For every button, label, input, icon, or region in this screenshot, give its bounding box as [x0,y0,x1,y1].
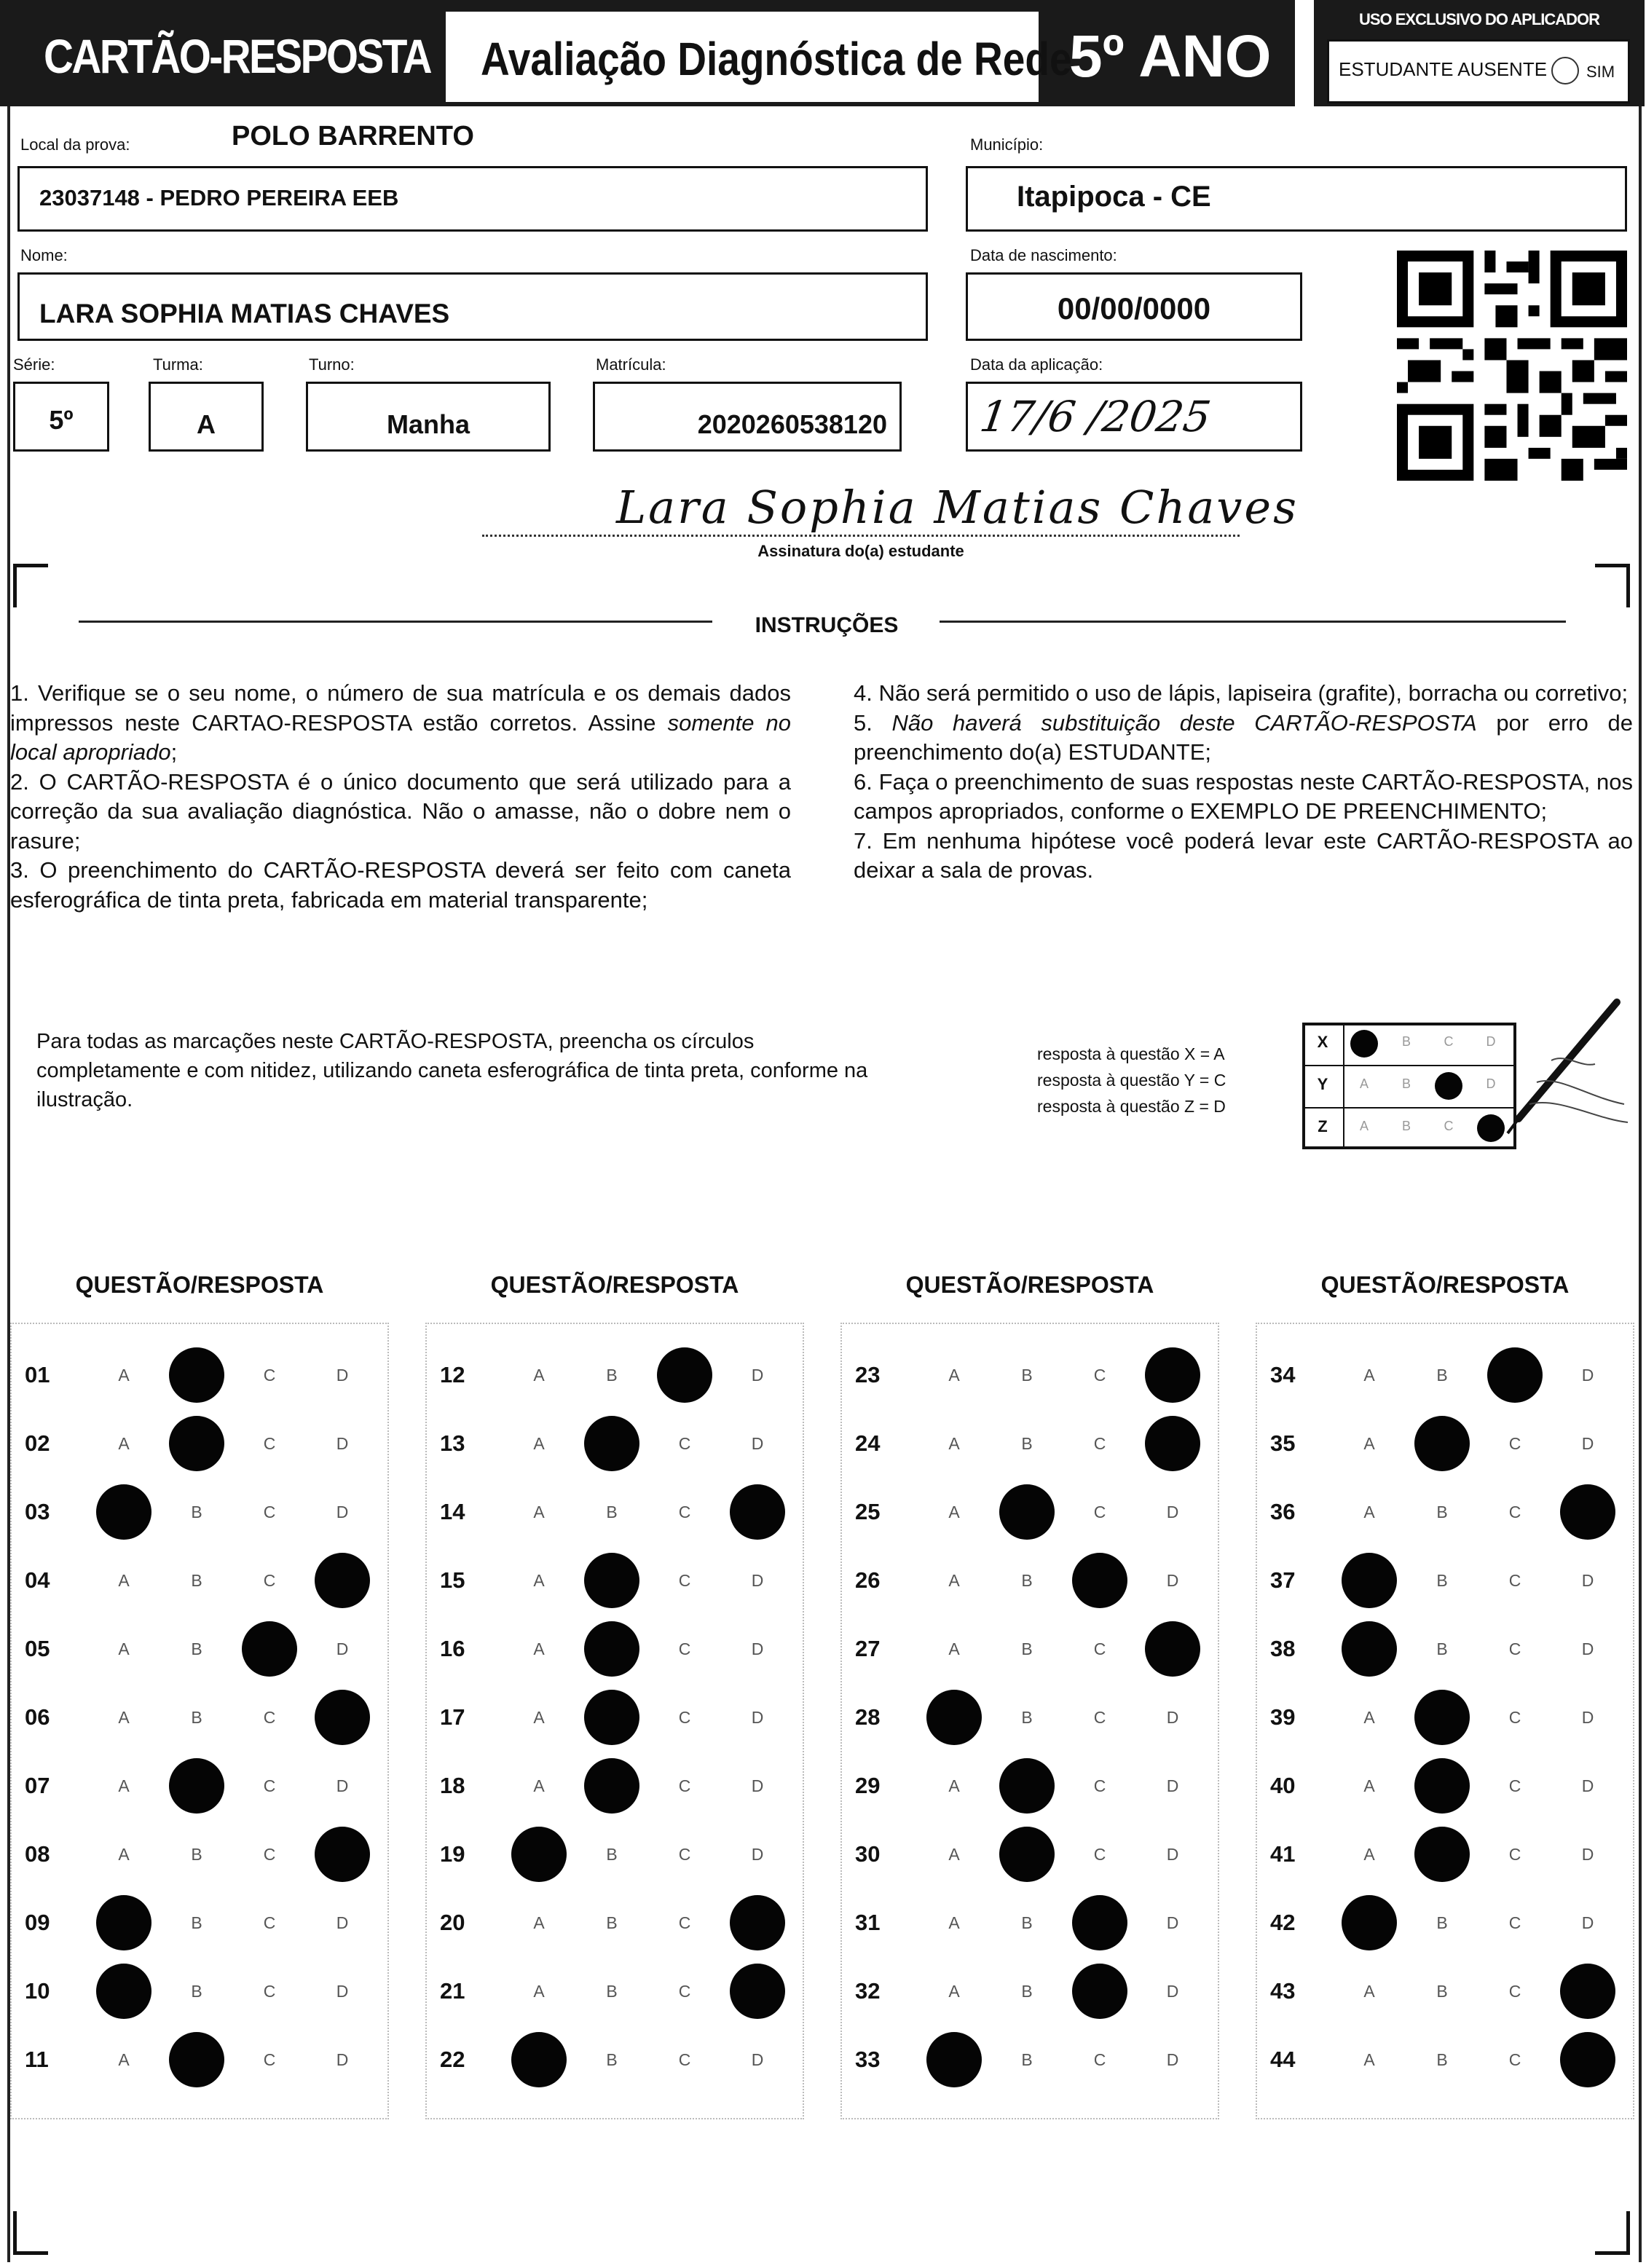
answer-bubble-filled[interactable] [1145,1347,1200,1403]
question-number: 22 [440,2047,465,2072]
answer-bubble-d[interactable]: D [1166,1845,1179,1864]
answer-bubble-b[interactable]: B [191,1708,202,1727]
answer-bubble-b[interactable]: B [191,1913,202,1932]
answer-bubble-c[interactable]: C [263,1366,276,1385]
answer-bubble-filled[interactable] [511,2032,567,2087]
answer-bubble-c[interactable]: C [678,1708,691,1727]
answer-bubble-d[interactable]: D [336,2050,349,2069]
answer-bubble-filled[interactable] [730,1484,785,1540]
answer-bubble-c[interactable]: C [678,2050,691,2069]
answer-bubble-a[interactable]: A [533,1708,545,1727]
answer-bubble-c[interactable]: C [678,1913,691,1932]
answer-bubble-a[interactable]: A [1363,1708,1375,1727]
answer-bubble-c[interactable]: C [263,1708,276,1727]
answer-bubble-filled[interactable] [1342,1553,1397,1608]
answer-bubble-a[interactable]: A [948,1366,960,1385]
answer-bubble-filled[interactable] [584,1758,639,1814]
nome-value: LARA SOPHIA MATIAS CHAVES [39,299,450,328]
qr-code [1397,251,1627,481]
answer-bubble-c[interactable]: C [1093,1434,1106,1453]
answer-bubble-c[interactable]: C [263,1845,276,1864]
question-number: 16 [440,1636,465,1661]
instruction-1 [10,679,791,768]
example-option-d: D [1486,1034,1496,1049]
local-value: POLO BARRENTO [232,121,474,151]
answer-bubble-d[interactable]: D [1166,1708,1179,1727]
answer-bubble-d[interactable]: D [751,1639,764,1658]
example-row-label: X [1317,1033,1328,1051]
example-option-b: B [1401,1034,1411,1049]
applicator-label: USO EXCLUSIVO DO APLICADOR [1358,10,1600,28]
answer-bubble-filled[interactable] [730,1895,785,1950]
answer-bubble-b[interactable]: B [1436,1366,1448,1385]
signature-label: Assinatura do(a) estudante [757,542,964,560]
answer-bubble-filled[interactable] [1560,2032,1615,2087]
answer-bubble-c[interactable]: C [1093,1503,1106,1521]
answer-bubble-filled[interactable] [96,1964,151,2019]
answer-bubble-b[interactable]: B [606,1366,618,1385]
answer-bubble-filled[interactable] [1342,1621,1397,1677]
nascimento-label: Data de nascimento: [970,246,1117,264]
corner-mark-bottom-right [1595,2211,1630,2255]
answer-bubble-b[interactable]: B [1021,1708,1033,1727]
corner-mark-bottom-left [13,2211,48,2255]
answer-bubble-d[interactable]: D [1581,1571,1594,1590]
answer-bubble-d[interactable]: D [1166,1913,1179,1932]
question-number: 26 [855,1567,881,1593]
answer-bubble-b[interactable]: B [1021,1913,1033,1932]
instruction-5-text: por erro de preenchimento do(a) ESTUDANTE; [854,709,1633,765]
question-number: 02 [25,1430,50,1456]
answer-bubble-b[interactable]: B [606,1503,618,1521]
answer-bubble-d[interactable]: D [1166,1982,1179,2001]
example-filled-bubble [1350,1030,1378,1058]
answer-bubble-b[interactable]: B [1021,2050,1033,2069]
question-number: 31 [855,1910,881,1935]
example-option-b: B [1401,1119,1411,1133]
answer-bubble-a[interactable]: A [948,1503,960,1521]
instruction-5-num: 5. [854,709,892,736]
question-number: 30 [855,1841,881,1867]
absent-bubble[interactable] [1551,57,1579,84]
example-col-divider [1343,1023,1344,1149]
instruction-4: 4. Não será permitido o uso de lápis, lapiseira (grafite), borracha ou corretivo; [854,680,1629,706]
question-number: 32 [855,1978,881,2004]
answer-bubble-c[interactable]: C [678,1571,691,1590]
answer-bubble-c[interactable]: C [263,2050,276,2069]
question-number: 03 [25,1499,50,1524]
instruction-3: 3. O preenchimento do CARTÃO-RESPOSTA deverá ser feito com caneta esferográfica de tinta preta, fabricada em material transparente; [10,857,791,913]
answer-bubble-d[interactable]: D [336,1366,349,1385]
answer-bubble-d[interactable]: D [751,1434,764,1453]
question-number: 36 [1270,1499,1296,1524]
question-number: 17 [440,1704,465,1730]
nome-label: Nome: [20,246,68,264]
answer-bubble-d[interactable]: D [1166,2050,1179,2069]
example-row-divider [1302,1065,1516,1066]
answer-bubble-filled[interactable] [584,1690,639,1745]
answer-bubble-c[interactable]: C [263,1982,276,2001]
municipio-value: Itapipoca - CE [1017,181,1211,213]
answer-bubble-b[interactable]: B [1436,1503,1448,1521]
answer-bubble-a[interactable]: A [948,1776,960,1795]
answer-bubble-c[interactable]: C [678,1434,691,1453]
answer-bubble-filled[interactable] [584,1621,639,1677]
answer-bubble-a[interactable]: A [533,1503,545,1521]
answer-bubble-d[interactable]: D [336,1639,349,1658]
answer-bubble-filled[interactable] [96,1895,151,1950]
answer-bubble-c[interactable]: C [263,1571,276,1590]
answer-bubble-c[interactable]: C [1508,1571,1521,1590]
question-number: 39 [1270,1704,1296,1730]
answer-bubble-b[interactable]: B [1021,1982,1033,2001]
question-number: 35 [1270,1430,1296,1456]
column-header: QUESTÃO/RESPOSTA [75,1272,324,1298]
answer-bubble-b[interactable]: B [1021,1571,1033,1590]
example-option-b: B [1401,1076,1411,1091]
question-number: 12 [440,1362,465,1387]
column-header: QUESTÃO/RESPOSTA [905,1272,1154,1298]
example-answer-z: resposta à questão Z = D [1037,1097,1226,1116]
example-option-a: A [1359,1076,1369,1091]
answer-bubble-c[interactable]: C [678,1776,691,1795]
answer-bubble-filled[interactable] [1560,1484,1615,1540]
answer-bubble-d[interactable]: D [1166,1571,1179,1590]
answer-bubble-filled[interactable] [1072,1553,1127,1608]
question-number: 06 [25,1704,50,1730]
instruction-1-emphasis: somente no local apropriado [10,709,792,765]
question-number: 37 [1270,1567,1296,1593]
answer-bubble-a[interactable]: A [1363,1845,1375,1864]
answer-bubble-filled[interactable] [1487,1347,1543,1403]
answer-bubble-c[interactable]: C [678,1982,691,2001]
instructions-left [10,679,791,915]
answer-bubble-filled[interactable] [169,1416,224,1471]
answer-bubble-c[interactable]: C [1093,1845,1106,1864]
instructions-rule-left [79,621,712,623]
answer-bubble-a[interactable]: A [118,1776,130,1795]
frame-right [1639,106,1642,2262]
example-option-a: A [1359,1119,1369,1133]
answer-bubble-filled[interactable] [169,1758,224,1814]
question-number: 14 [440,1499,465,1524]
answer-bubble-filled[interactable] [1414,1416,1470,1471]
question-number: 29 [855,1773,881,1798]
answer-bubble-b[interactable]: B [191,1845,202,1864]
answer-bubble-d[interactable]: D [1581,1776,1594,1795]
answer-bubble-filled[interactable] [1560,1964,1615,2019]
answer-bubble-d[interactable]: D [751,1776,764,1795]
pen-icon [1486,995,1631,1155]
question-number: 04 [25,1567,50,1593]
answer-bubble-c[interactable]: C [1508,2050,1521,2069]
instructions-title: INSTRUÇÕES [755,613,899,637]
question-number: 01 [25,1362,50,1387]
answer-bubble-d[interactable]: D [1581,1845,1594,1864]
serie-label: Série: [13,355,55,374]
aplicacao-value: 17/6 /2025 [977,392,1214,441]
answer-bubble-filled[interactable] [657,1347,712,1403]
question-number: 34 [1270,1362,1296,1387]
question-number: 10 [25,1978,50,2004]
answer-bubble-d[interactable]: D [336,1776,349,1795]
question-number: 33 [855,2047,881,2072]
answer-bubble-filled[interactable] [1072,1895,1127,1950]
answer-bubble-c[interactable]: C [1093,2050,1106,2069]
answer-bubble-d[interactable]: D [1581,1913,1594,1932]
answer-bubble-c[interactable]: C [1508,1776,1521,1795]
answer-bubble-c[interactable]: C [1508,1708,1521,1727]
question-number: 08 [25,1841,50,1867]
example-answer-x: resposta à questão X = A [1037,1044,1225,1063]
question-number: 44 [1270,2047,1296,2072]
turma-value: A [197,409,216,439]
answer-bubble-filled[interactable] [242,1621,297,1677]
question-number: 20 [440,1910,465,1935]
answer-bubble-a[interactable]: A [1363,1503,1375,1521]
instructions-right [854,679,1633,886]
answer-bubble-c[interactable]: C [263,1503,276,1521]
answer-bubble-a[interactable]: A [118,1708,130,1727]
column-header: QUESTÃO/RESPOSTA [1320,1272,1570,1298]
answer-bubble-d[interactable]: D [1581,1639,1594,1658]
example-row-label: Y [1317,1075,1328,1093]
question-number: 11 [25,2047,49,2072]
instruction-2: 2. O CARTÃO-RESPOSTA é o único documento que será utilizado para a correção da sua avaliação diagnóstica. Não o amasse, não o dobre nem o rasure; [10,768,791,854]
instruction-7: 7. Em nenhuma hipótese você poderá levar este CARTÃO-RESPOSTA ao deixar a sala de provas. [854,827,1633,883]
answer-bubble-c[interactable]: C [1093,1776,1106,1795]
answer-bubble-filled[interactable] [315,1553,370,1608]
aplicacao-label: Data da aplicação: [970,355,1103,374]
answer-bubble-filled[interactable] [1414,1758,1470,1814]
question-number: 24 [855,1430,881,1456]
school-value: 23037148 - PEDRO PEREIRA EEB [39,185,399,210]
answer-bubble-a[interactable]: A [533,1434,545,1453]
answer-bubble-filled[interactable] [584,1553,639,1608]
question-number: 13 [440,1430,465,1456]
answer-bubble-b[interactable]: B [606,1913,618,1932]
question-number: 43 [1270,1978,1296,2004]
answer-bubble-c[interactable]: C [1093,1708,1106,1727]
grade-title: 5º ANO [1069,23,1272,90]
answer-bubble-d[interactable]: D [1581,1434,1594,1453]
answer-bubble-a[interactable]: A [1363,1776,1375,1795]
answer-bubble-filled[interactable] [315,1827,370,1882]
answer-bubble-b[interactable]: B [1436,2050,1448,2069]
answer-bubble-c[interactable]: C [1508,1434,1521,1453]
question-number: 23 [855,1362,881,1387]
answer-bubble-b[interactable]: B [1436,1571,1448,1590]
question-number: 28 [855,1704,881,1730]
answer-bubble-b[interactable]: B [606,1845,618,1864]
answer-bubble-a[interactable]: A [118,1434,130,1453]
absent-label: ESTUDANTE AUSENTE [1339,58,1548,80]
answer-bubble-d[interactable]: D [1166,1503,1179,1521]
question-number: 18 [440,1773,465,1798]
answer-bubble-b[interactable]: B [191,1639,202,1658]
answer-bubble-d[interactable]: D [751,1708,764,1727]
answer-bubble-c[interactable]: C [263,1434,276,1453]
instruction-6: 6. Faça o preenchimento de suas respostas neste CARTÃO-RESPOSTA, nos campos apropriados, conforme o EXEMPLO DE PREENCHIMENTO; [854,768,1633,824]
question-number: 25 [855,1499,881,1524]
answer-bubble-d[interactable]: D [751,1571,764,1590]
question-number: 19 [440,1841,465,1867]
answer-bubble-a[interactable]: A [118,1845,130,1864]
instruction-5-emphasis: Não haverá substituição deste CARTÃO-RESPOSTA [891,709,1477,736]
nascimento-value: 00/00/0000 [1057,291,1211,326]
answer-bubble-a[interactable]: A [948,1913,960,1932]
answer-bubble-a[interactable]: A [118,2050,130,2069]
answer-bubble-a[interactable]: A [533,1639,545,1658]
answer-bubble-filled[interactable] [926,2032,982,2087]
answer-bubble-filled[interactable] [1145,1416,1200,1471]
answer-bubble-d[interactable]: D [1581,1366,1594,1385]
example-row-divider [1302,1107,1516,1109]
answer-bubble-a[interactable]: A [948,1639,960,1658]
corner-mark-top-right [1595,564,1630,607]
answer-bubble-b[interactable]: B [1021,1639,1033,1658]
answer-bubble-d[interactable]: D [336,1913,349,1932]
answer-bubble-c[interactable]: C [678,1503,691,1521]
answer-bubble-a[interactable]: A [948,1571,960,1590]
answer-bubble-filled[interactable] [1145,1621,1200,1677]
answer-bubble-filled[interactable] [999,1758,1055,1814]
turno-value: Manha [386,409,470,439]
answer-bubble-b[interactable]: B [1021,1434,1033,1453]
answer-bubble-filled[interactable] [999,1827,1055,1882]
question-number: 38 [1270,1636,1296,1661]
example-option-c: C [1444,1034,1454,1049]
answer-bubble-a[interactable]: A [533,1913,545,1932]
answer-bubble-a[interactable]: A [948,1845,960,1864]
example-text: Para todas as marcações neste CARTÃO-RESPOSTA, preencha os círculos completamente e com nitidez, utilizando caneta esferográfica de tinta preta, conforme na ilustração. [36,1030,868,1111]
answer-bubble-filled[interactable] [169,1347,224,1403]
answer-bubble-b[interactable]: B [191,1571,202,1590]
question-number: 41 [1270,1841,1296,1867]
answer-bubble-a[interactable]: A [1363,2050,1375,2069]
answer-bubble-filled[interactable] [584,1416,639,1471]
answer-bubble-c[interactable]: C [263,1913,276,1932]
answer-bubble-a[interactable]: A [948,1982,960,2001]
answer-bubble-d[interactable]: D [336,1434,349,1453]
answer-bubble-b[interactable]: B [606,1982,618,2001]
answer-bubble-filled[interactable] [926,1690,982,1745]
turma-label: Turma: [153,355,203,374]
matricula-value: 2020260538120 [697,409,887,439]
answer-bubble-b[interactable]: B [1021,1366,1033,1385]
answer-bubble-c[interactable]: C [1508,1913,1521,1932]
signature: Lara Sophia Matias Chaves [616,481,1299,534]
answer-bubble-filled[interactable] [730,1964,785,2019]
instruction-1-end: ; [170,739,178,765]
answer-bubble-d[interactable]: D [336,1503,349,1521]
question-number: 15 [440,1567,465,1593]
card-title: CARTÃO-RESPOSTA [44,29,431,83]
answer-bubble-b[interactable]: B [1436,1913,1448,1932]
answer-bubble-c[interactable]: C [1508,1982,1521,2001]
municipio-label: Município: [970,135,1044,154]
example-answer-y: resposta à questão Y = C [1037,1071,1226,1090]
answer-bubble-filled[interactable] [96,1484,151,1540]
answer-bubble-b[interactable]: B [1436,1639,1448,1658]
column-header: QUESTÃO/RESPOSTA [490,1272,739,1298]
answer-bubble-a[interactable]: A [1363,1982,1375,2001]
answer-bubble-d[interactable]: D [751,1845,764,1864]
answer-bubble-c[interactable]: C [678,1845,691,1864]
answer-bubble-filled[interactable] [1414,1690,1470,1745]
question-number: 21 [440,1978,465,2004]
answer-bubble-b[interactable]: B [191,1982,202,2001]
answer-bubble-filled[interactable] [999,1484,1055,1540]
answer-bubble-a[interactable]: A [533,1982,545,2001]
answer-bubble-a[interactable]: A [118,1366,130,1385]
question-number: 07 [25,1773,50,1798]
example-option-c: C [1444,1119,1454,1133]
answer-bubble-filled[interactable] [1414,1827,1470,1882]
answer-bubble-c[interactable]: C [1508,1639,1521,1658]
example-row-label: Z [1318,1117,1328,1135]
answer-bubble-filled[interactable] [315,1690,370,1745]
answer-bubble-d[interactable]: D [1581,1708,1594,1727]
answer-bubble-b[interactable]: B [1436,1982,1448,2001]
answer-bubble-a[interactable]: A [533,1366,545,1385]
answer-bubble-c[interactable]: C [1508,1845,1521,1864]
answer-bubble-a[interactable]: A [533,1776,545,1795]
question-number: 09 [25,1910,50,1935]
question-number: 05 [25,1636,50,1661]
answer-bubble-a[interactable]: A [118,1571,130,1590]
answer-bubble-c[interactable]: C [678,1639,691,1658]
example-option-d: D [1486,1076,1496,1091]
question-number: 27 [855,1636,881,1661]
answer-bubble-a[interactable]: A [1363,1366,1375,1385]
exam-title: Avaliação Diagnóstica de Rede [481,33,1072,85]
answer-bubble-c[interactable]: C [263,1776,276,1795]
answer-bubble-d[interactable]: D [751,2050,764,2069]
instruction-1-text: 1. Verifique se o seu nome, o número de sua matrícula e os demais dados impressos neste CARTAO-RESPOSTA estão corretos. Assine [10,680,791,736]
instruction-5 [854,709,1633,768]
answer-bubble-filled[interactable] [1342,1895,1397,1950]
answer-bubble-filled[interactable] [169,2032,224,2087]
turno-label: Turno: [309,355,355,374]
answer-bubble-b[interactable]: B [191,1503,202,1521]
answer-bubble-a[interactable]: A [948,1434,960,1453]
answer-bubble-c[interactable]: C [1093,1639,1106,1658]
answer-bubble-filled[interactable] [511,1827,567,1882]
absent-option: SIM [1586,63,1615,81]
answer-bubble-a[interactable]: A [533,1571,545,1590]
instructions-rule-right [940,621,1566,623]
answer-bubble-c[interactable]: C [1508,1503,1521,1521]
answer-bubble-a[interactable]: A [1363,1434,1375,1453]
answer-bubble-filled[interactable] [1072,1964,1127,2019]
example-filled-bubble [1435,1072,1462,1100]
question-number: 40 [1270,1773,1296,1798]
serie-value: 5º [49,405,74,435]
answer-bubble-d[interactable]: D [336,1982,349,2001]
question-number: 42 [1270,1910,1296,1935]
answer-bubble-c[interactable]: C [1093,1366,1106,1385]
answer-bubble-b[interactable]: B [606,2050,618,2069]
corner-mark-top-left [13,564,48,607]
answer-bubble-d[interactable]: D [1166,1776,1179,1795]
local-label: Local da prova: [20,135,130,154]
answer-bubble-d[interactable]: D [751,1366,764,1385]
signature-line [482,535,1240,537]
answer-bubble-a[interactable]: A [118,1639,130,1658]
matricula-label: Matrícula: [596,355,666,374]
